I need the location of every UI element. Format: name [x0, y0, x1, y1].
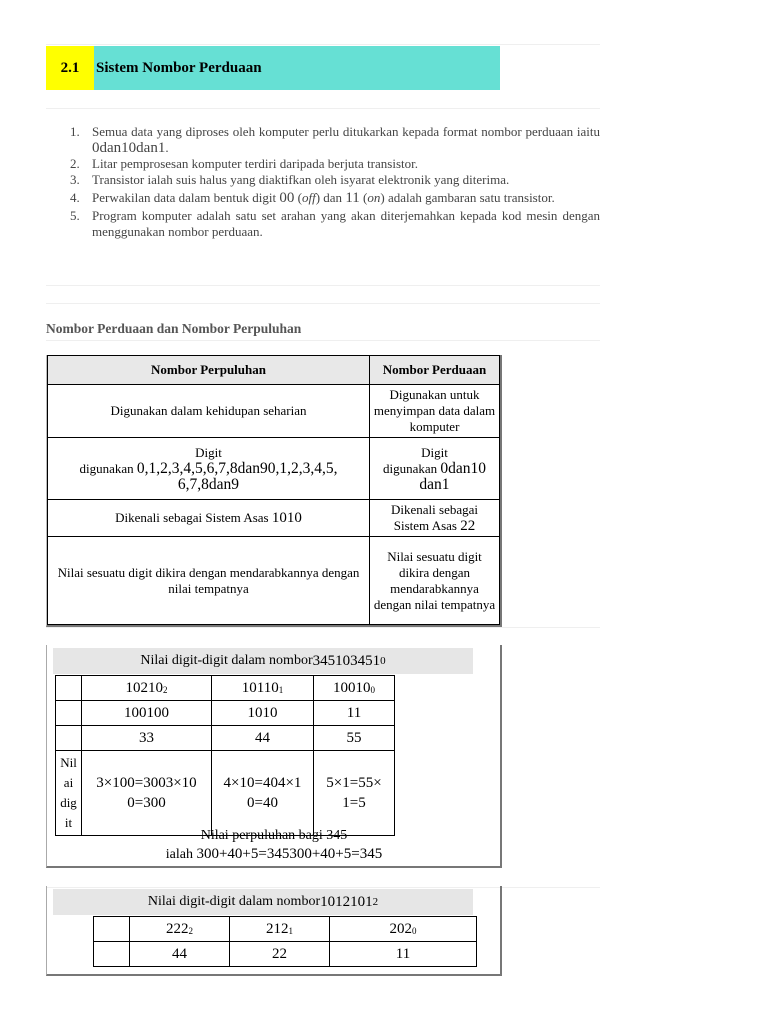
decimal-place-value-box: [46, 645, 502, 868]
table-cell: Dikenali sebagai Sistem Asas 22: [370, 500, 500, 537]
key-points-list: [70, 124, 600, 240]
table-cell: $222_2$: [130, 917, 230, 942]
binary-box-title: Nilai digit-digit dalam nombor 1012101 2: [53, 889, 473, 915]
table-row: [56, 701, 395, 726]
row-label: Nil ai dig it: [56, 751, 82, 836]
decimal-place-value-table: [55, 675, 395, 836]
column-header: Nombor Perpuluhan: [48, 356, 370, 385]
table-row: [94, 917, 477, 942]
table-cell: Digit digunakan 0dan10 dan1: [370, 438, 500, 500]
table-cell: 100100: [82, 701, 212, 726]
table-cell: $202_0$: [330, 917, 477, 942]
divider: [46, 340, 600, 341]
table-cell: Digit digunakan 0,1,2,3,4,5,6,7,8dan90,1,2,3,4,5, 6,7,8dan9: [48, 438, 370, 500]
binary-place-value-box: [46, 886, 502, 976]
table-row: [48, 438, 500, 500]
table-cell: 22: [230, 942, 330, 967]
table-cell: Dikenali sebagai Sistem Asas 1010: [48, 500, 370, 537]
divider: [46, 285, 600, 286]
table-row: [94, 942, 477, 967]
table-row: [56, 726, 395, 751]
section-header: [46, 46, 500, 90]
divider: [46, 44, 600, 45]
table-cell: Nilai sesuatu digit dikira dengan mendarabkannya dengan nilai tempatnya: [48, 537, 370, 625]
table-row: [56, 751, 395, 836]
decimal-caption-line-2: ialah 300+40+5=345300+40+5=345: [165, 846, 383, 862]
table-cell: Digunakan untuk menyimpan data dalam komputer: [370, 385, 500, 438]
list-item: 1. Semua data yang diproses oleh komputer perlu ditukarkan kepada format nombor perduaan iaitu 0dan10dan1.: [70, 124, 600, 156]
table-cell: 11: [330, 942, 477, 967]
table-row: [56, 676, 395, 701]
comparison-table: [47, 355, 500, 625]
table-cell: 5×1=55× 1=5: [314, 751, 395, 836]
table-cell: $10210_2$: [82, 676, 212, 701]
column-header: Nombor Perduaan: [370, 356, 500, 385]
table-row: [48, 385, 500, 438]
table-cell: $10010_0$: [314, 676, 395, 701]
table-cell: 33: [82, 726, 212, 751]
divider: [46, 108, 600, 109]
divider: [46, 303, 600, 304]
table-row: [48, 537, 500, 625]
divider: [46, 627, 600, 628]
binary-place-value-table: [93, 916, 477, 967]
table-cell: Digunakan dalam kehidupan seharian: [48, 385, 370, 438]
comparison-table-frame: [46, 355, 502, 627]
decimal-caption-line-1: Nilai perpuluhan bagi 345: [200, 828, 348, 843]
table-row: [48, 500, 500, 537]
section-title: Sistem Nombor Perduaan: [94, 46, 500, 90]
section-number: 2.1: [46, 46, 94, 90]
list-item: 5. Program komputer adalah satu set arahan yang akan diterjemahkan kepada kod mesin dengan menggunakan nombor perduaan.: [70, 208, 600, 239]
table-cell: 11: [314, 701, 395, 726]
table-cell: 4×10=404×1 0=40: [212, 751, 314, 836]
decimal-box-title: Nilai digit-digit dalam nombor 345103451 0: [53, 648, 473, 674]
table-cell: 1010: [212, 701, 314, 726]
table-cell: $212_1$: [230, 917, 330, 942]
comparison-heading: Nombor Perduaan dan Nombor Perpuluhan: [46, 321, 302, 336]
list-item: 2. Litar pemprosesan komputer terdiri daripada berjuta transistor.: [70, 156, 418, 171]
table-cell: 44: [212, 726, 314, 751]
table-cell: 55: [314, 726, 395, 751]
list-item: 4. Perwakilan data dalam bentuk digit 00 (off) dan 11 (on) adalah gambaran satu transistor.: [70, 190, 555, 206]
table-cell: 3×100=3003×10 0=300: [82, 751, 212, 836]
table-cell: $10110_1$: [212, 676, 314, 701]
table-cell: 44: [130, 942, 230, 967]
table-cell: Nilai sesuatu digit dikira dengan mendarabkannya dengan nilai tempatnya: [370, 537, 500, 625]
list-item: 3. Transistor ialah suis halus yang diaktifkan oleh isyarat elektronik yang diterima.: [70, 172, 510, 187]
